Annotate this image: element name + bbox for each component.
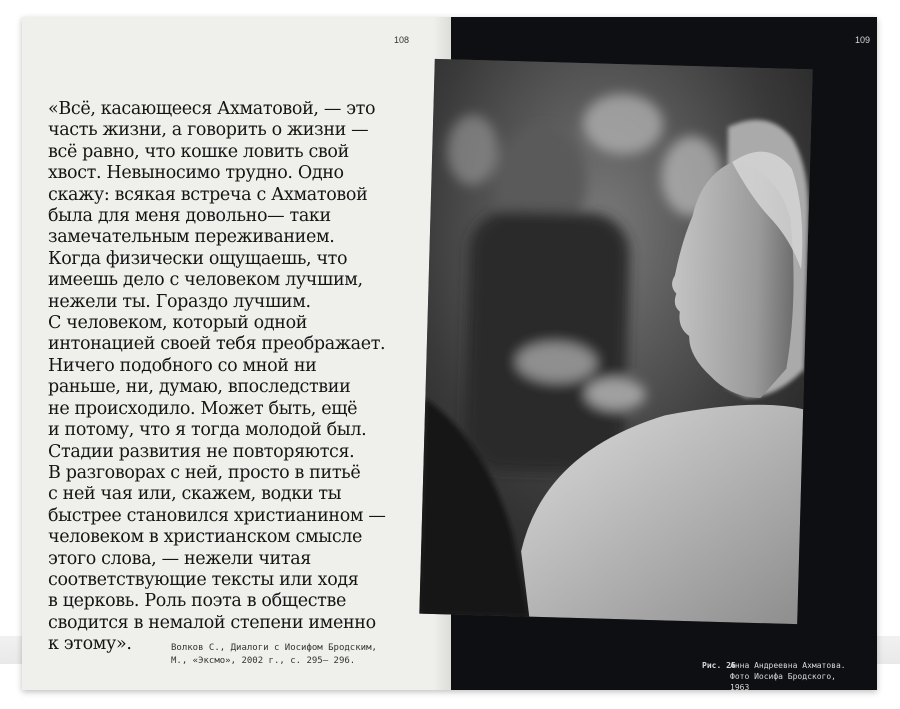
quote-line: с ней чая или, скажем, водки ты xyxy=(48,484,342,505)
citation xyxy=(171,642,431,668)
book-spread xyxy=(22,17,877,690)
quote-line: Стадии развития не повторяются. xyxy=(48,441,355,462)
quote-line: к этому». xyxy=(48,634,132,655)
quote-line: этого слова, — нежели читая xyxy=(48,548,311,569)
quote-line: часть жизни, а говорить о жизни — xyxy=(48,120,369,141)
quote-line: скажу: всякая встреча с Ахматовой xyxy=(48,184,368,205)
quote-line: не происходило. Может быть, ещё xyxy=(48,398,358,419)
caption-line: 1963 xyxy=(730,683,750,692)
quote-line: человеком в христианском смысле xyxy=(48,527,363,548)
quote-text xyxy=(48,99,443,656)
citation-line: Волков С., Диалоги с Иосифом Бродским, xyxy=(171,643,377,653)
quote-line: нежели ты. Гораздо лучшим. xyxy=(48,291,311,312)
citation-line: М., «Эксмо», 2002 г., с. 295— 296. xyxy=(171,656,356,666)
quote-line: интонацией своей тебя преображает. xyxy=(48,334,386,355)
left-page xyxy=(22,17,451,690)
quote-line: замечательным переживанием. xyxy=(48,227,335,248)
quote-line: Когда физически ощущаешь, что xyxy=(48,248,348,269)
quote-line: раньше, ни, думаю, впоследствии xyxy=(48,377,351,398)
quote-line: «Всё, касающееся Ахматовой, — это xyxy=(48,99,376,119)
caption-line: Фото Иосифа Бродского, xyxy=(730,672,836,681)
caption-line: Анна Андреевна Ахматова. xyxy=(730,661,846,670)
quote-line: Ничего подобного со мной ни xyxy=(48,355,317,376)
quote-line: и потому, что я тогда молодой был. xyxy=(48,420,367,441)
quote-line: была для меня довольно— таки xyxy=(48,206,331,227)
page-number-left: 108 xyxy=(394,35,410,45)
quote-line: соответствующие тексты или ходя xyxy=(48,569,359,590)
portrait-photo-icon xyxy=(419,59,812,624)
page-number-right: 109 xyxy=(855,35,871,45)
figure-label: Рис. 26 xyxy=(702,661,736,670)
quote-line: всё равно, что кошке ловить свой xyxy=(48,141,349,162)
quote-line: имеешь дело с человеком лучшим, xyxy=(48,270,363,291)
quote-line: в церковь. Роль поэта в обществе xyxy=(48,591,347,612)
quote-line: В разговорах с ней, просто в питьё xyxy=(48,462,361,483)
caption-text xyxy=(730,660,846,693)
quote-line: быстрее становился христианином — xyxy=(48,505,386,526)
quote-line: сводится в немалой степени именно xyxy=(48,612,376,633)
quote-line: хвост. Невыносимо трудно. Одно xyxy=(48,163,344,184)
quote-line: С человеком, который одной xyxy=(48,313,308,334)
